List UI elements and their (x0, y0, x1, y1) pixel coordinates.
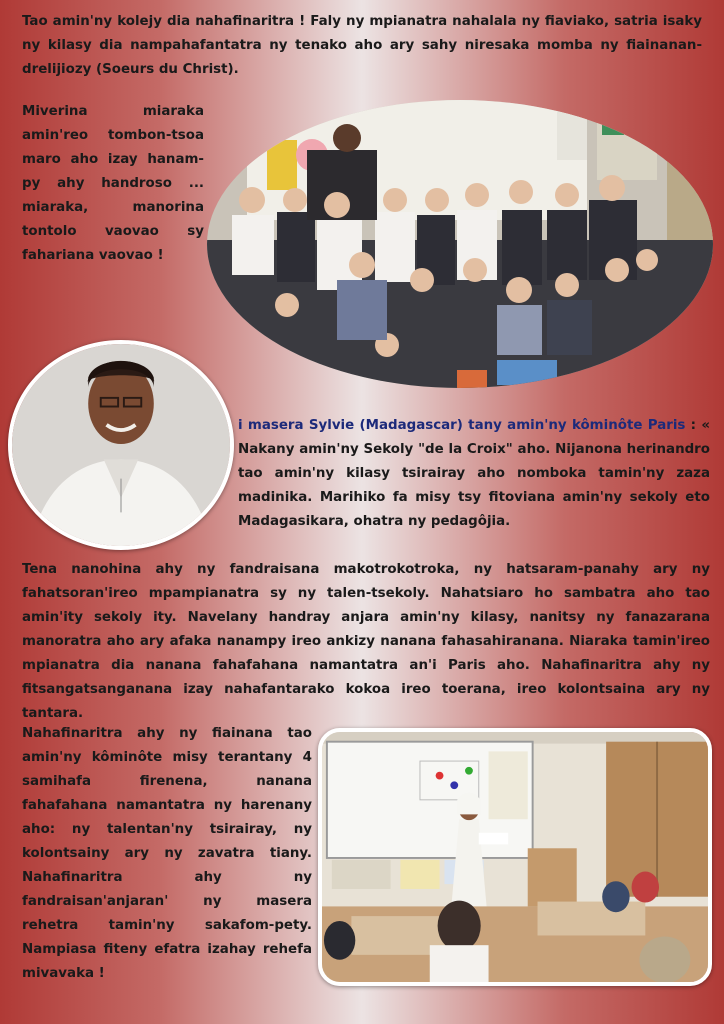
class-group-photo (207, 100, 713, 388)
miverina-paragraph: Miverina miaraka amin'reo tombon-tsoa maro aho izay hanam-py ahy handroso ... miaraka, manorina tontolo vaovao sy fahariana vaovao ! (22, 104, 204, 263)
tena-paragraph: Tena nanohina ahy ny fandraisana makotrokotroka, ny hatsaram-panahy ary ny fahatsoran'ireo mpampianatra sy ny talen-tsekoly. Nahatsiaro ho sambatra aho tao amin'ity sekoly ity. Navelany handray anjara amin'ny kilasy, nanitsy ny fanazarana manoratra aho ary afaka nanampy ireo ankizy nanana fahasahiranana. Niaraka tamin'ireo mpianatra dia nanana fahafahana namantatra an'i Paris aho. Nahafinaritra ahy ny fitsangatsanganana izay nahafantarako kokoa ireo toerana, ireo kolontsaina ary ny tantara. (22, 562, 710, 721)
sylvie-paragraph (238, 414, 710, 534)
intro-paragraph: Tao amin'ny kolejy dia nahafinaritra ! Faly ny mpianatra nahalala ny fiaviako, satria isaky ny kilasy dia nampahafantatra ny tenako aho ary sahy niresaka momba ny fiainanan-drelijiozy (Soeurs du Christ). (22, 14, 702, 77)
sylvie-quote: : « Nakany amin'ny Sekoly "de la Croix" aho. Nijanona herinandro tao amin'ny kilasy tsirairay aho nomboka tamin'ny zaza madinika. Marihiko fa misy tsy fitoviana amin'ny sekoly eto Madagasikara, ohatra ny pedagôjia. (238, 418, 710, 529)
speaker-name: i masera Sylvie (Madagascar) tany amin'ny kôminôte Paris (238, 418, 686, 433)
classroom-photo (318, 728, 712, 986)
sister-sylvie-portrait (8, 340, 234, 550)
nahafinaritra-paragraph: Nahafinaritra ahy ny fiainana tao amin'ny kôminôte misy terantany 4 samihafa firenena, nanana fahafahana namantatra ny harenany aho: ny talentan'ny tsirairay, ny kolontsainy ary ny zavatra tiany. Nahafinaritra ahy ny fandraisan'anjaran' ny masera rehetra tamin'ny sakafom-pety. Nampiasa fiteny efatra izahay rehefa mivavaka ! (22, 726, 312, 981)
